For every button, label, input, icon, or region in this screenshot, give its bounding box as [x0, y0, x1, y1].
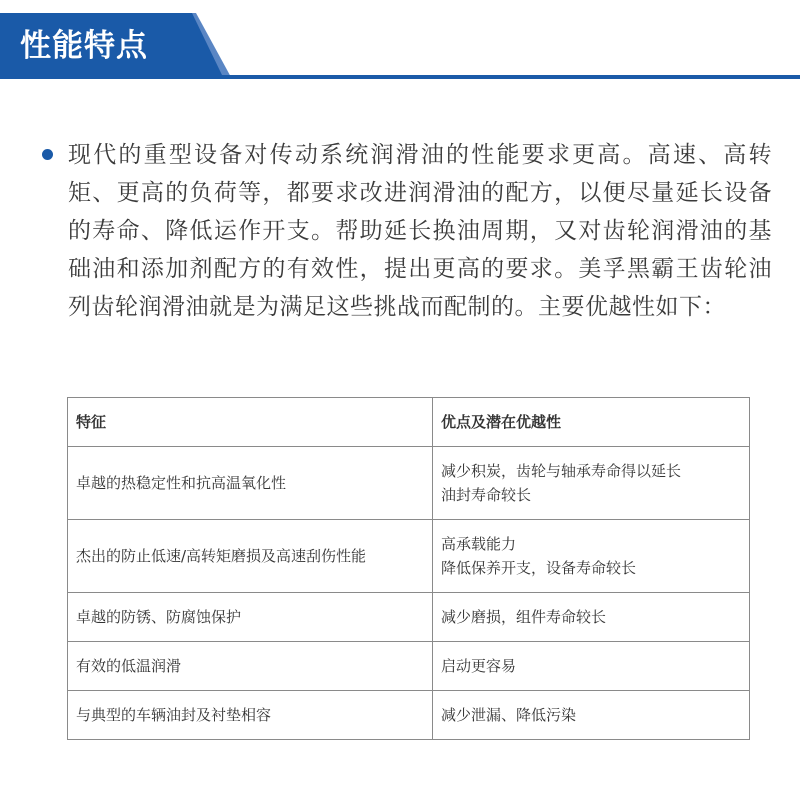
- benefit-cell: [433, 593, 750, 642]
- table-row: [68, 642, 750, 691]
- table-row: [68, 447, 750, 520]
- benefit-line: 减少积炭，齿轮与轴承寿命得以延长: [441, 462, 682, 480]
- table-row: [68, 691, 750, 740]
- benefit-cell: [433, 447, 750, 520]
- section-header: [0, 0, 800, 80]
- feature-cell: 杰出的防止低速/高转矩磨损及高速刮伤性能: [68, 520, 433, 593]
- feature-cell: 卓越的热稳定性和抗高温氧化性: [68, 447, 433, 520]
- benefit-line: 减少磨损，组件寿命较长: [441, 608, 607, 626]
- feature-cell: 有效的低温润滑: [68, 642, 433, 691]
- benefit-line: 油封寿命较长: [441, 486, 532, 504]
- intro-text: 现代的重型设备对传动系统润滑油的性能要求更高。高速、高转矩、更高的负荷等，都要求改进润滑油的配方，以便尽量延长设备的寿命、降低运作开支。帮助延长换油周期，又对齿轮润滑油的基础油和添加剂配方的有效性，提出更高的要求。美孚黑霸王齿轮油 列齿轮润滑油就是为满足这些挑战而配制的。主要优越性如下：: [68, 142, 772, 320]
- intro-paragraph: [42, 136, 772, 326]
- column-header-feature: 特征: [68, 398, 433, 447]
- feature-cell: 与典型的车辆油封及衬垫相容: [68, 691, 433, 740]
- bullet-dot-icon: [42, 149, 53, 160]
- header-underline: [0, 75, 800, 79]
- benefit-line: 高承载能力: [441, 535, 517, 553]
- benefit-line: 降低保养开支，设备寿命较长: [441, 559, 637, 577]
- table-header-row: [68, 398, 750, 447]
- table-row: [68, 593, 750, 642]
- benefit-line: 启动更容易: [441, 657, 517, 675]
- benefit-line: 减少泄漏、降低污染: [441, 706, 577, 724]
- benefit-cell: [433, 520, 750, 593]
- section-title: 性能特点: [20, 28, 148, 64]
- benefit-cell: [433, 642, 750, 691]
- benefit-cell: [433, 691, 750, 740]
- feature-cell: 卓越的防锈、防腐蚀保护: [68, 593, 433, 642]
- features-table: [67, 397, 750, 740]
- column-header-benefit: 优点及潜在优越性: [433, 398, 750, 447]
- table-row: [68, 520, 750, 593]
